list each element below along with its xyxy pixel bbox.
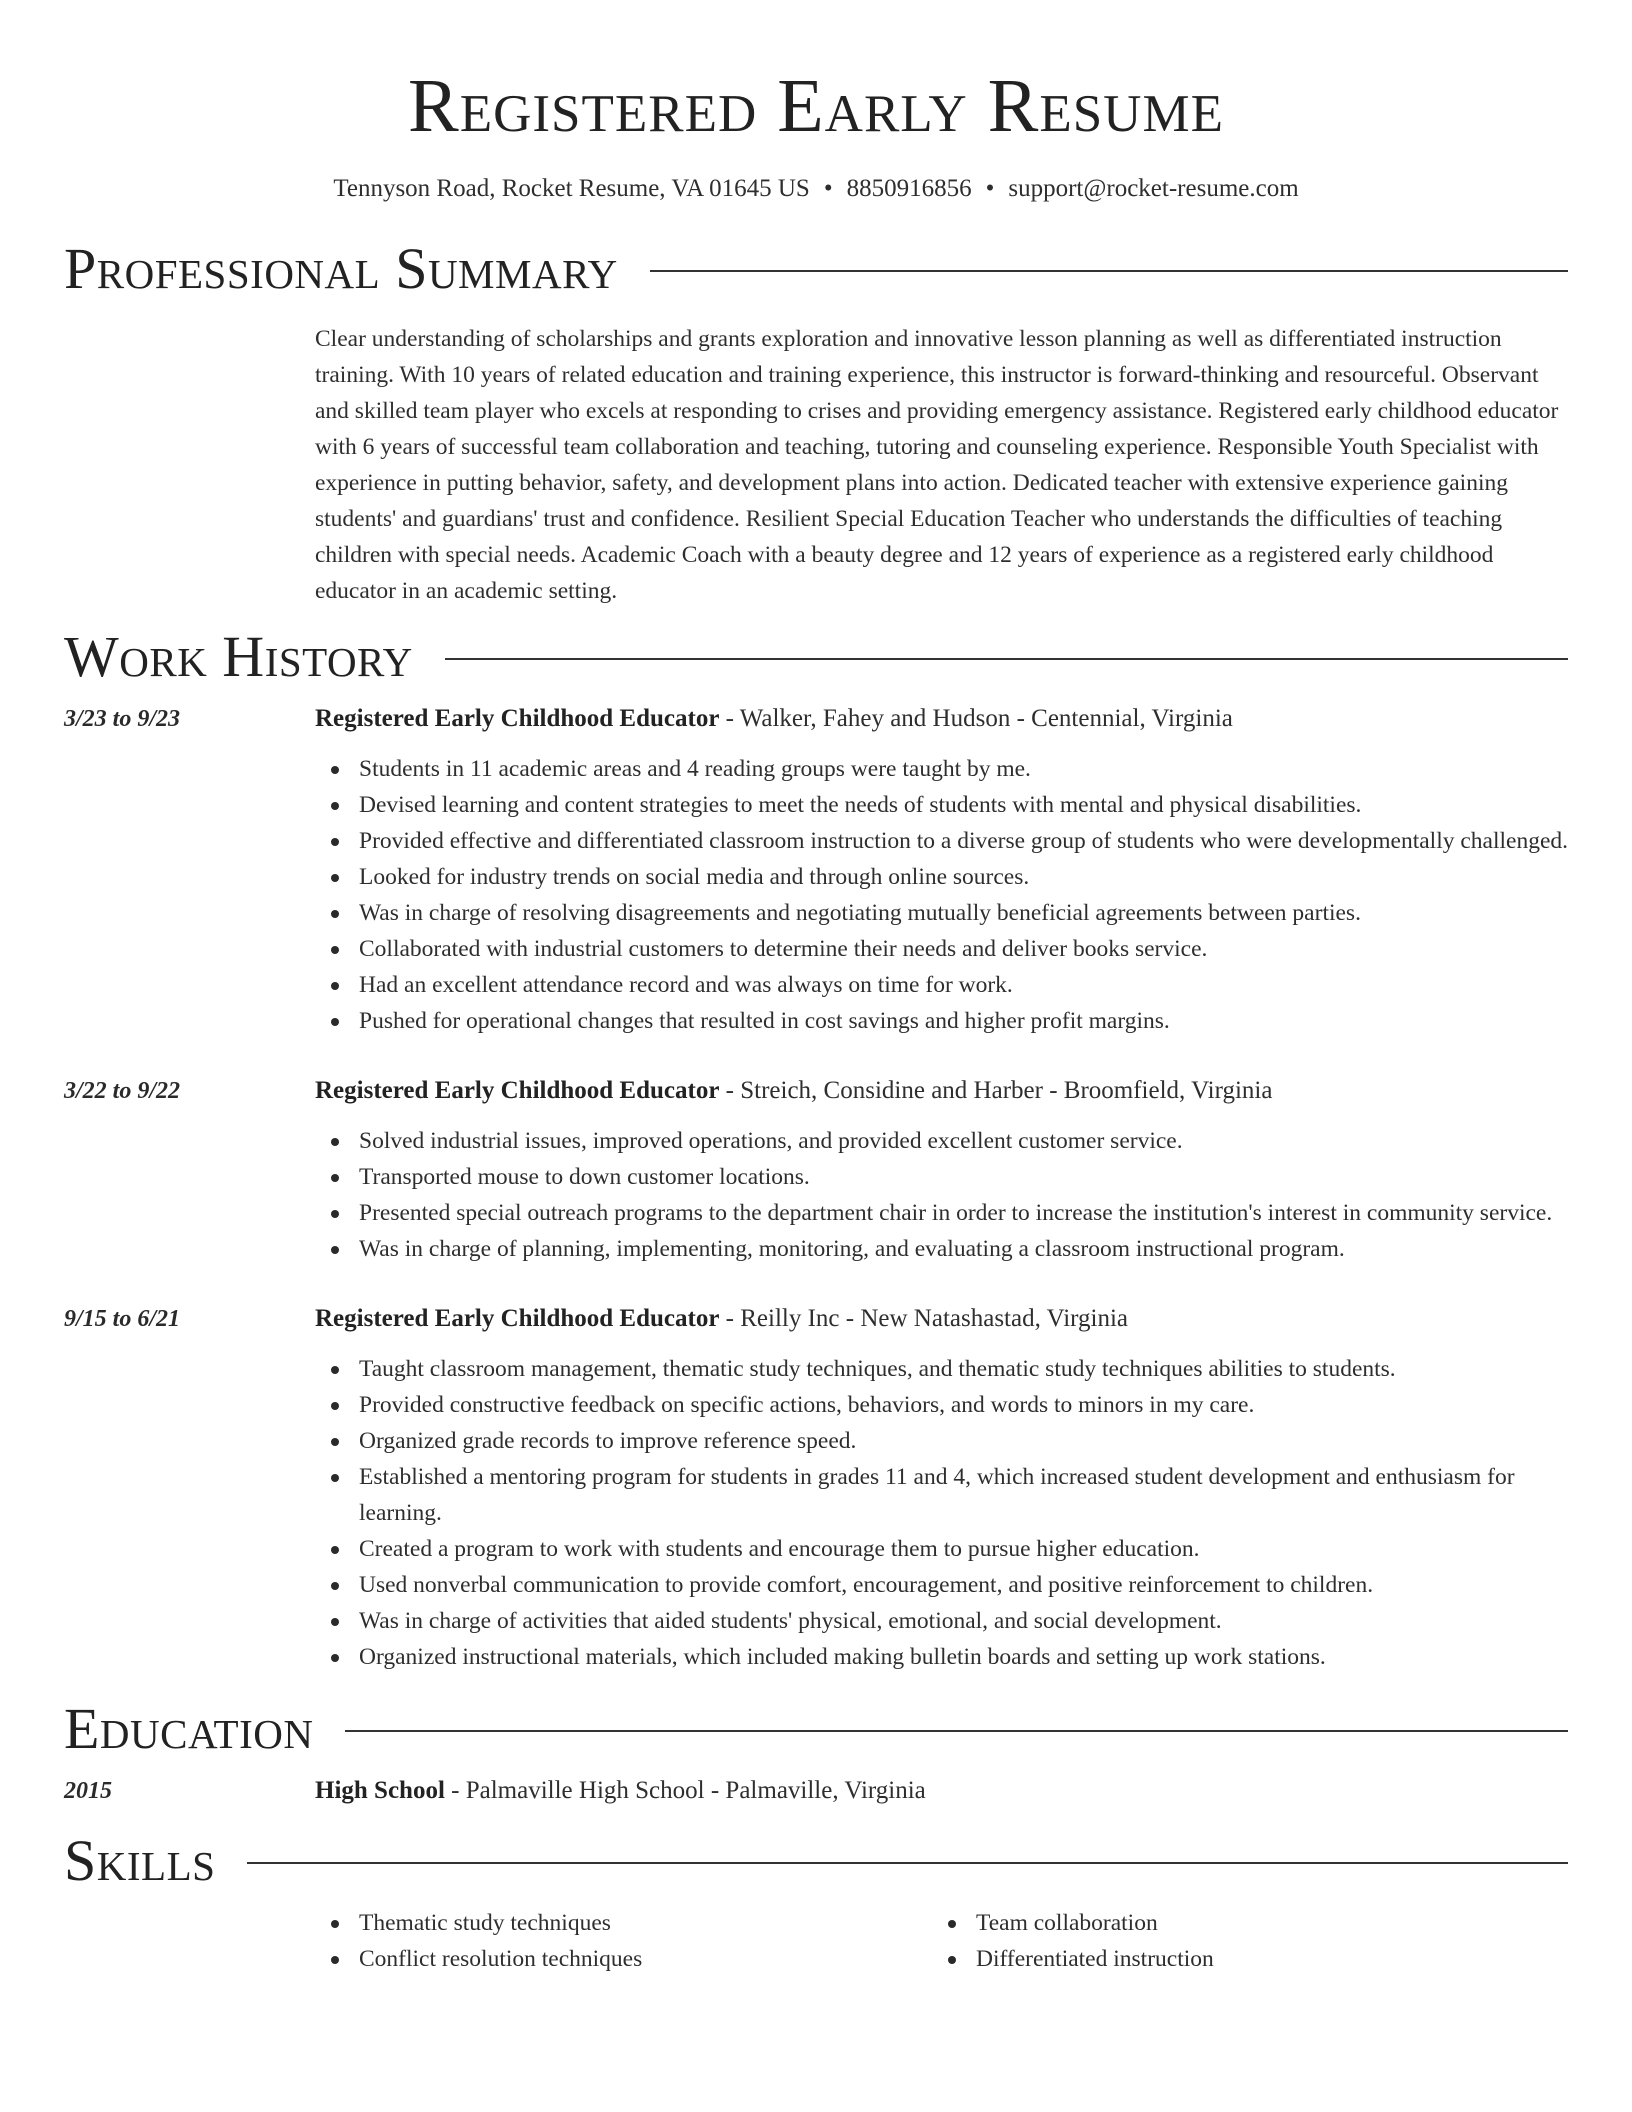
skills-heading: Skills <box>64 1828 216 1893</box>
job-title: Registered Early Childhood Educator <box>315 705 720 732</box>
list-item: Established a mentoring program for students in grades 11 and 4, which increased student development and enthusiasm for learning. <box>315 1459 1568 1531</box>
job-heading <box>315 701 1568 737</box>
skills-list <box>315 1905 1568 1977</box>
work-history-section-header <box>64 625 1568 689</box>
contact-phone: 8850916856 <box>846 175 972 202</box>
list-item: Students in 11 academic areas and 4 reading groups were taught by me. <box>315 751 1568 787</box>
job-title: Registered Early Childhood Educator <box>315 1305 720 1332</box>
contact-address: Tennyson Road, Rocket Resume, VA 01645 US <box>333 175 810 202</box>
work-history-heading: Work History <box>64 624 413 689</box>
job-entry <box>64 1301 1568 1675</box>
list-item: Was in charge of resolving disagreements and negotiating mutually beneficial agreements between parties. <box>315 895 1568 931</box>
list-item: Pushed for operational changes that resulted in cost savings and higher profit margins. <box>315 1003 1568 1039</box>
list-item: Looked for industry trends on social media and through online sources. <box>315 859 1568 895</box>
job-dates: 3/23 to 9/23 <box>64 706 181 732</box>
contact-separator: • <box>823 175 833 202</box>
list-item: Provided effective and differentiated classroom instruction to a diverse group of students who were developmentally challenged. <box>315 823 1568 859</box>
summary-section-header <box>64 237 1568 301</box>
resume-title: Registered Early Resume <box>408 64 1224 148</box>
list-item: Was in charge of planning, implementing, monitoring, and evaluating a classroom instructional program. <box>315 1231 1568 1267</box>
education-body <box>315 1773 1568 1809</box>
section-divider <box>345 1730 1568 1732</box>
job-body <box>315 1073 1568 1267</box>
skills-column-left <box>315 1905 932 1977</box>
list-item: Used nonverbal communication to provide comfort, encouragement, and positive reinforcement to children. <box>315 1567 1568 1603</box>
education-entry <box>64 1773 1568 1809</box>
skills-section-header <box>64 1829 1568 1893</box>
job-entry <box>64 1073 1568 1267</box>
section-divider <box>650 270 1568 272</box>
list-item: Thematic study techniques <box>315 1905 932 1941</box>
education-school: - Palmaville High School - Palmaville, Virginia <box>444 1777 926 1804</box>
list-item: Was in charge of activities that aided students' physical, emotional, and social development. <box>315 1603 1568 1639</box>
job-dates: 3/22 to 9/22 <box>64 1078 181 1104</box>
job-title: Registered Early Childhood Educator <box>315 1077 720 1104</box>
job-employer: - Reilly Inc - New Natashastad, Virginia <box>719 1305 1129 1332</box>
list-item: Transported mouse to down customer locations. <box>315 1159 1568 1195</box>
section-divider <box>247 1862 1568 1864</box>
job-duties-list <box>315 1351 1568 1675</box>
list-item: Differentiated instruction <box>932 1941 1549 1977</box>
list-item: Conflict resolution techniques <box>315 1941 932 1977</box>
list-item: Organized instructional materials, which included making bulletin boards and setting up work stations. <box>315 1639 1568 1675</box>
job-heading <box>315 1301 1568 1337</box>
list-item: Devised learning and content strategies to meet the needs of students with mental and physical disabilities. <box>315 787 1568 823</box>
summary-heading: Professional Summary <box>64 236 618 301</box>
job-body <box>315 701 1568 1039</box>
job-heading <box>315 1073 1568 1109</box>
summary-text: Clear understanding of scholarships and grants exploration and innovative lesson planning as well as differentiated instruction training. With 10 years of related education and training experience, this instructor is forward-thinking and resourceful. Observant and skilled team player who excels at responding to crises and providing emergency assistance. Registered early childhood educator with 6 years of successful team collaboration and teaching, tutoring and counseling experience. Responsible Youth Specialist with experience in putting behavior, safety, and development plans into action. Dedicated teacher with extensive experience gaining students' and guardians' trust and confidence. Resilient Special Education Teacher who understands the difficulties of teaching children with special needs. Academic Coach with a beauty degree and 12 years of experience as a registered early childhood educator in an academic setting. <box>315 326 1559 604</box>
list-item: Taught classroom management, thematic study techniques, and thematic study techniques abilities to students. <box>315 1351 1568 1387</box>
job-body <box>315 1301 1568 1675</box>
job-entry <box>64 701 1568 1039</box>
list-item: Had an excellent attendance record and was always on time for work. <box>315 967 1568 1003</box>
resume-page <box>64 0 1568 1977</box>
education-degree: High School <box>315 1777 445 1804</box>
list-item: Solved industrial issues, improved operations, and provided excellent customer service. <box>315 1123 1568 1159</box>
education-heading-line <box>315 1773 1568 1809</box>
education-year: 2015 <box>64 1778 112 1804</box>
list-item: Team collaboration <box>932 1905 1549 1941</box>
list-item: Organized grade records to improve reference speed. <box>315 1423 1568 1459</box>
list-item: Created a program to work with students and encourage them to pursue higher education. <box>315 1531 1568 1567</box>
list-item: Collaborated with industrial customers to determine their needs and deliver books service. <box>315 931 1568 967</box>
list-item: Provided constructive feedback on specific actions, behaviors, and words to minors in my care. <box>315 1387 1568 1423</box>
skills-column-right <box>932 1905 1549 1977</box>
education-section-header <box>64 1697 1568 1761</box>
contact-email: support@rocket-resume.com <box>1008 175 1299 202</box>
education-heading: Education <box>64 1696 314 1761</box>
list-item: Presented special outreach programs to the department chair in order to increase the institution's interest in community service. <box>315 1195 1568 1231</box>
job-employer: - Streich, Considine and Harber - Broomfield, Virginia <box>719 1077 1273 1104</box>
section-divider <box>445 658 1568 660</box>
job-duties-list <box>315 1123 1568 1267</box>
job-duties-list <box>315 751 1568 1039</box>
job-employer: - Walker, Fahey and Hudson - Centennial, Virginia <box>719 705 1233 732</box>
contact-line <box>64 172 1568 206</box>
contact-separator: • <box>985 175 995 202</box>
job-dates: 9/15 to 6/21 <box>64 1306 181 1332</box>
